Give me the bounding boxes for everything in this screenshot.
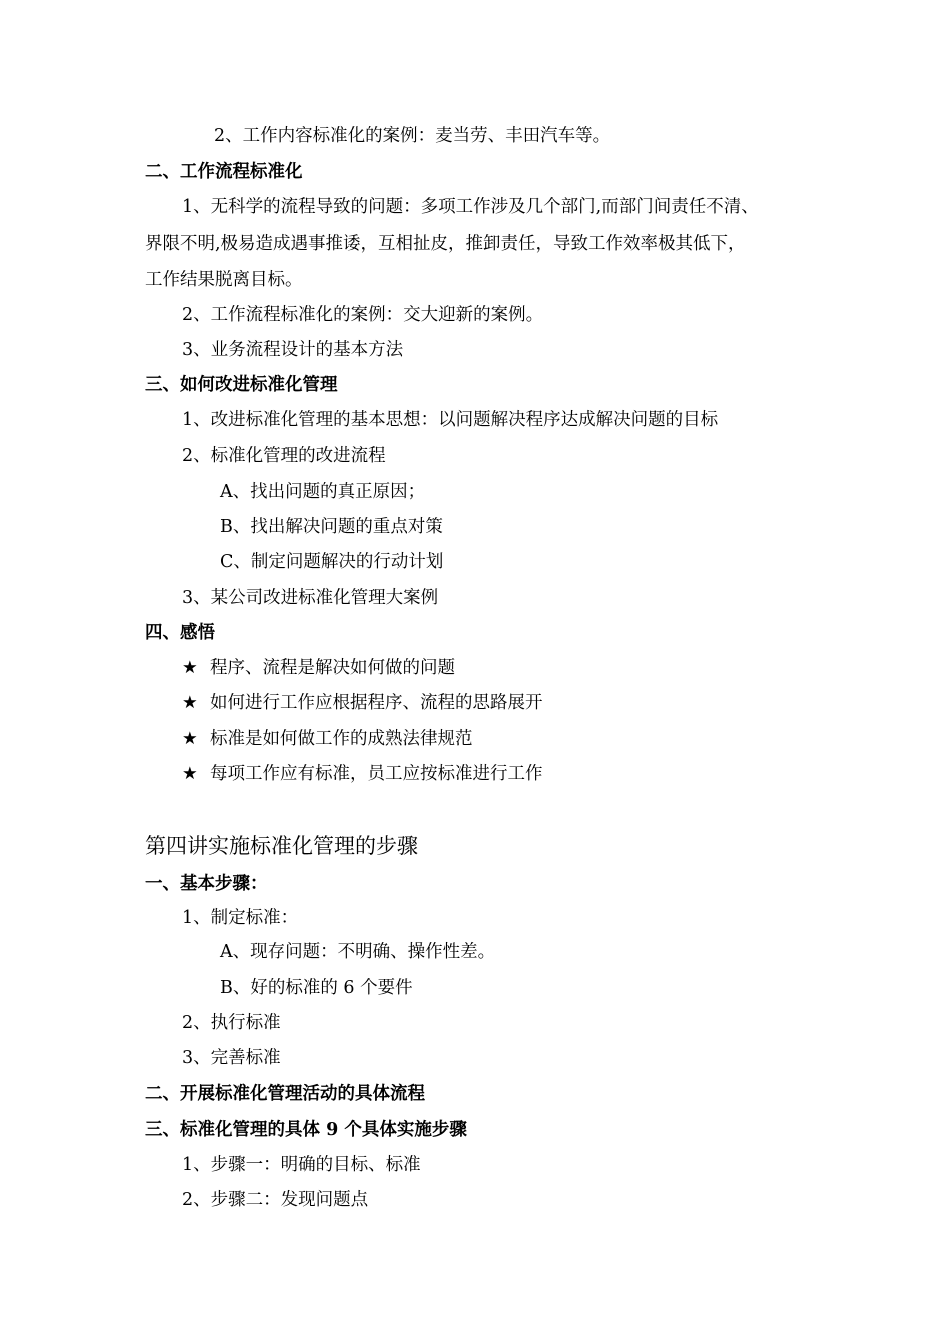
star-icon: ★ xyxy=(182,658,198,678)
text-line: 1、无科学的流程导致的问题：多项工作涉及几个部门,而部门间责任不清、 xyxy=(182,197,759,217)
chapter-title: 第四讲实施标准化管理的步骤 xyxy=(145,834,418,858)
text-line: B、找出解决问题的重点对策 xyxy=(220,517,443,537)
text-line: 3、某公司改进标准化管理大案例 xyxy=(182,588,439,608)
star-icon: ★ xyxy=(182,693,198,713)
bullet-text: 标准是如何做工作的成熟法律规范 xyxy=(210,729,473,749)
text-line: 2、标准化管理的改进流程 xyxy=(182,446,386,466)
text-line: 工作结果脱离目标。 xyxy=(145,270,303,290)
text-line: A、现存问题：不明确、操作性差。 xyxy=(220,942,496,962)
text-line: B、好的标准的 6 个要件 xyxy=(220,978,413,998)
section-heading: 二、开展标准化管理活动的具体流程 xyxy=(145,1084,425,1104)
text-line: 2、步骤二：发现问题点 xyxy=(182,1190,369,1210)
text-line: 1、制定标准： xyxy=(182,908,299,928)
text-line: 1、改进标准化管理的基本思想：以问题解决程序达成解决问题的目标 xyxy=(182,410,719,430)
star-icon: ★ xyxy=(182,764,198,784)
bullet-item xyxy=(182,691,543,715)
bullet-text: 如何进行工作应根据程序、流程的思路展开 xyxy=(210,693,543,713)
bullet-item xyxy=(182,762,543,786)
text-line: 界限不明,极易造成遇事推诿，互相扯皮，推卸责任，导致工作效率极其低下， xyxy=(145,234,746,254)
bullet-text: 程序、流程是解决如何做的问题 xyxy=(210,658,455,678)
text-line: 2、工作内容标准化的案例：麦当劳、丰田汽车等。 xyxy=(214,126,611,146)
section-heading: 一、基本步骤： xyxy=(145,874,268,894)
text-line: 1、步骤一：明确的目标、标准 xyxy=(182,1155,421,1175)
text-line: A、找出问题的真正原因； xyxy=(220,482,426,502)
section-heading: 三、如何改进标准化管理 xyxy=(145,375,338,395)
section-heading: 四、感悟 xyxy=(145,623,215,643)
text-line: C、制定问题解决的行动计划 xyxy=(220,552,444,572)
text-line: 3、业务流程设计的基本方法 xyxy=(182,340,404,360)
section-heading: 二、工作流程标准化 xyxy=(145,162,303,182)
bullet-text: 每项工作应有标准，员工应按标准进行工作 xyxy=(210,764,543,784)
bullet-item xyxy=(182,727,473,751)
text-line: 2、工作流程标准化的案例：交大迎新的案例。 xyxy=(182,305,544,325)
section-heading: 三、标准化管理的具体 9 个具体实施步骤 xyxy=(145,1120,467,1140)
text-line: 2、执行标准 xyxy=(182,1013,281,1033)
text-line: 3、完善标准 xyxy=(182,1048,281,1068)
star-icon: ★ xyxy=(182,729,198,749)
bullet-item xyxy=(182,656,455,680)
